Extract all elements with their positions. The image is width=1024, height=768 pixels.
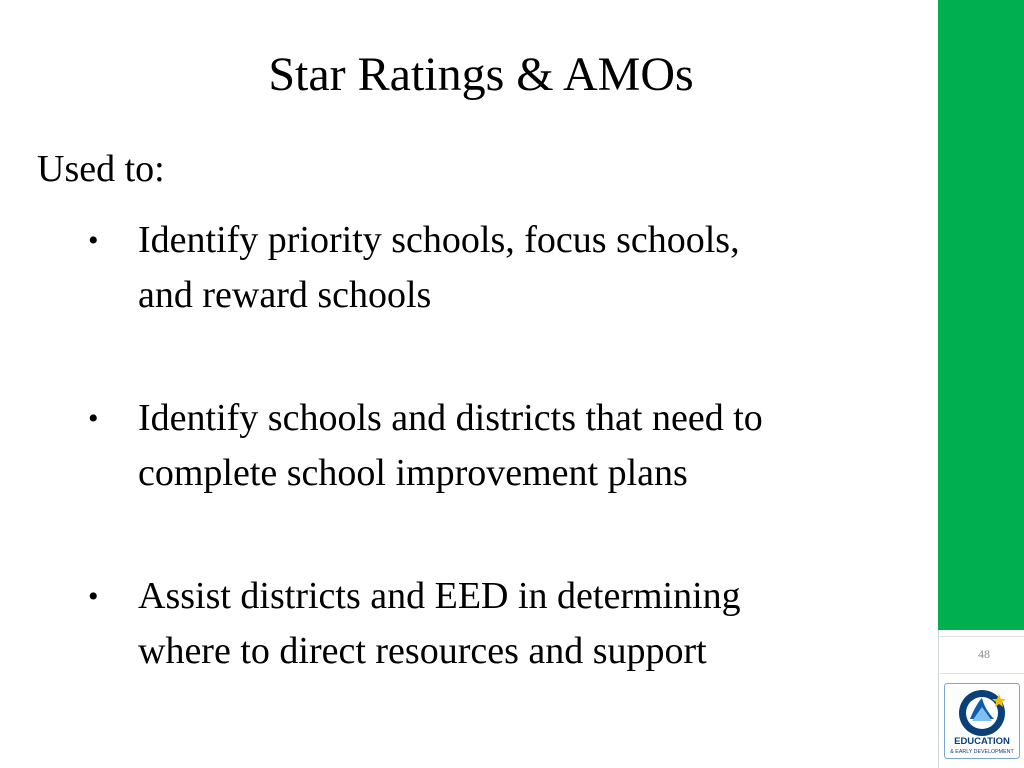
bullet-list [88, 213, 908, 747]
bullet-line: Identify priority schools, focus schools, [138, 219, 740, 261]
alaska-department-of-education-logo-icon [944, 683, 1020, 759]
bullet-line: Identify schools and districts that need to [138, 397, 763, 439]
slide-title: Star Ratings & AMOs [268, 48, 694, 101]
bullet-dot-icon: • [88, 402, 99, 435]
bullet-line: where to direct resources and support [138, 630, 707, 672]
bullet-line: and reward schools [138, 274, 432, 316]
bullet-dot-icon: • [88, 580, 99, 613]
bullet-item-direct-resources [88, 569, 908, 679]
bullet-dot-icon: • [88, 224, 99, 257]
logo-line-1: EDUCATION [954, 736, 1010, 747]
lead-text: Used to: [37, 148, 165, 190]
bullet-line: complete school improvement plans [138, 452, 688, 494]
page-number: 48 [978, 647, 990, 661]
bullet-line: Assist districts and EED in determining [138, 575, 741, 617]
bullet-item-improvement-plans [88, 391, 908, 501]
bullet-item-priority-schools [88, 213, 908, 323]
logo-line-2: & EARLY DEVELOPMENT [950, 749, 1014, 755]
sidebar-divider [938, 630, 939, 768]
page-number-box [940, 636, 1024, 674]
